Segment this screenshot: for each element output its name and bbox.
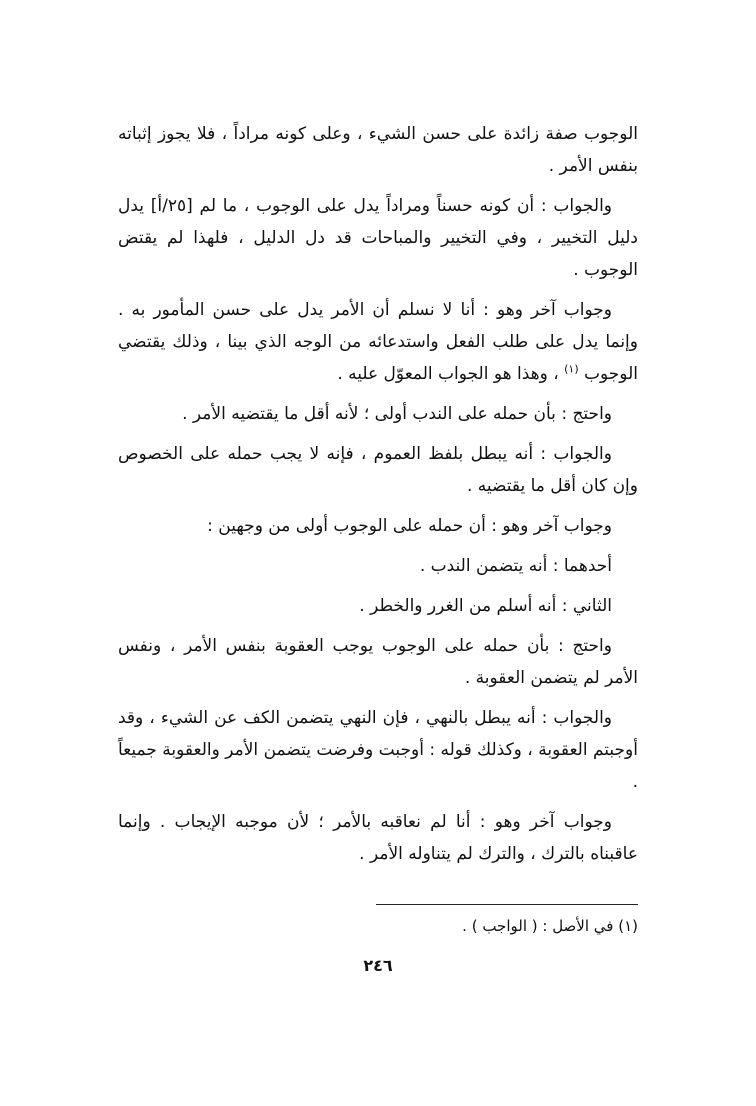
paragraph-7: أحدهما : أنه يتضمن الندب . bbox=[419, 556, 612, 576]
paragraph-6: وجواب آخر وهو : أن حمله على الوجوب أولى من وجهين : bbox=[207, 516, 612, 536]
paragraph-2: والجواب : أن كونه حسناً ومراداً يدل على الوجوب ، ما لم [٢٥/أ] يدل دليل التخيير ، وفي التخيير والمباحات قد دل الدليل ، فلهذا لم يقتض الوجوب . bbox=[118, 196, 638, 280]
paragraph-4: واحتج : بأن حمله على الندب أولى ؛ لأنه أقل ما يقتضيه الأمر . bbox=[182, 404, 612, 424]
paragraph-5: والجواب : أنه يبطل بلفظ العموم ، فإنه لا يجب حمله على الخصوص وإن كان أقل ما يقتضيه . bbox=[118, 444, 638, 496]
paragraph-8: الثاني : أنه أسلم من الغرر والخطر . bbox=[359, 596, 612, 616]
paragraph-10: والجواب : أنه يبطل بالنهي ، فإن النهي يتضمن الكف عن الشيء ، وقد أوجبتم العقوبة ، وكذلك قوله : أوجبت وفرضت يتضمن الأمر والعقوبة جميعاً . bbox=[118, 708, 638, 792]
paragraph-3-text: وجواب آخر وهو : أنا لا نسلم أن الأمر يدل على حسن المأمور به . وإنما يدل على طلب الفعل واستدعائه من الوجه الذي بينا ، وذلك يقتضي الوجوب bbox=[118, 300, 638, 384]
page-body bbox=[118, 118, 638, 878]
footnote-marker: (١) bbox=[564, 362, 579, 376]
paragraph-3 bbox=[118, 294, 638, 390]
footnote-divider bbox=[376, 904, 638, 905]
paragraph-11: وجواب آخر وهو : أنا لم نعاقبه بالأمر ؛ لأن موجبه الإيجاب . وإنما عاقبناه بالترك ، والترك لم يتناوله الأمر . bbox=[118, 812, 638, 864]
footnote: (١) في الأصل : ( الواجب ) . bbox=[462, 917, 638, 935]
page-number: ٢٤٦ bbox=[363, 956, 393, 975]
paragraph-9: واحتج : بأن حمله على الوجوب يوجب العقوبة بنفس الأمر ، ونفس الأمر لم يتضمن العقوبة . bbox=[118, 636, 638, 688]
paragraph-3-tail: ، وهذا هو الجواب المعوّل عليه . bbox=[337, 364, 559, 384]
paragraph-1: الوجوب صفة زائدة على حسن الشيء ، وعلى كونه مراداً ، فلا يجوز إثباته بنفس الأمر . bbox=[118, 124, 638, 176]
